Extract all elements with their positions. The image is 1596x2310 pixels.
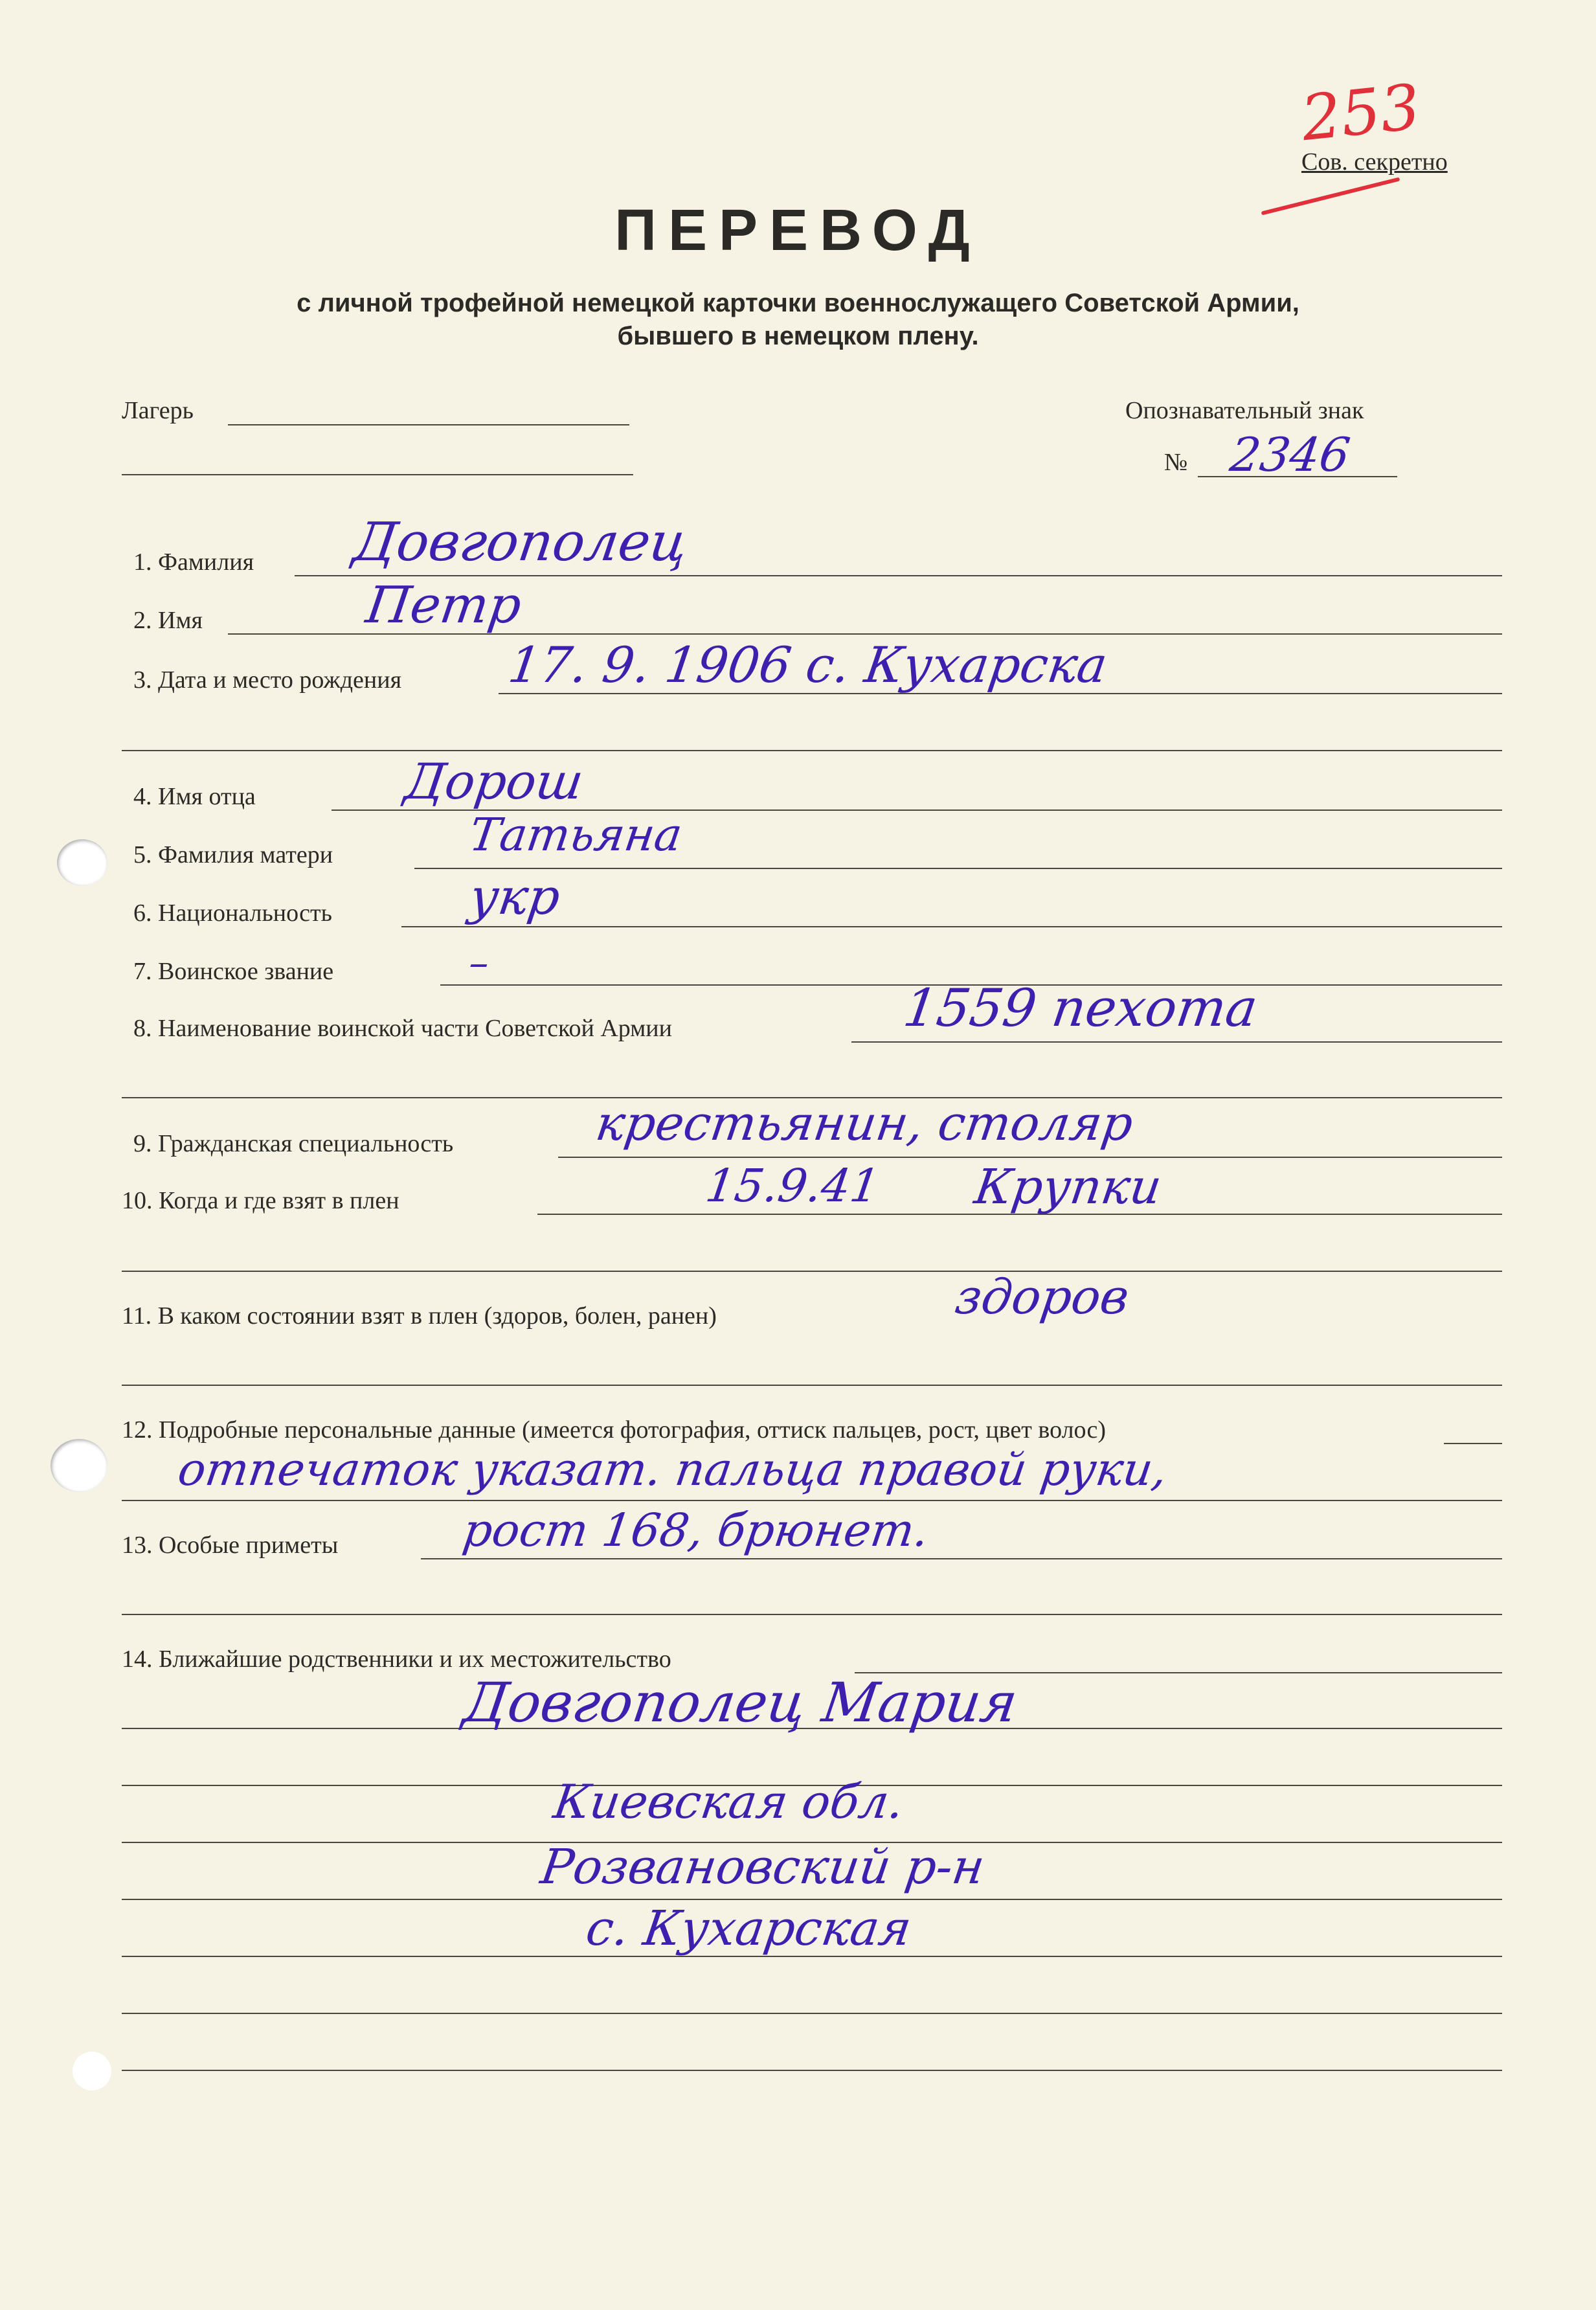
civil-specialty-label: 9. Гражданская специальность [133, 1130, 454, 1157]
personal-data-label: 12. Подробные персональные данные (имеется фотография, оттиск пальцев, рост, цвет волос) [122, 1416, 1106, 1444]
mother-name-line [414, 868, 1502, 869]
birth-label: 3. Дата и место рождения [133, 666, 402, 694]
camp-field-line [228, 424, 629, 425]
nationality-line [401, 926, 1502, 927]
special-marks-value: рост 168, брюнет. [460, 1504, 932, 1557]
personal-data-value: отпечаток указат. пальца правой руки, [175, 1443, 1171, 1496]
first-name-value: Петр [363, 576, 525, 635]
captured-line-2 [122, 1271, 1502, 1272]
condition-line [122, 1385, 1502, 1386]
surname-label: 1. Фамилия [133, 549, 254, 576]
unit-line [851, 1041, 1502, 1043]
unit-value: 1559 пехота [900, 978, 1261, 1038]
mother-name-value: Татьяна [466, 808, 686, 861]
rank-label: 7. Воинское звание [133, 958, 334, 985]
birth-value: 17. 9. 1906 с. Кухарска [505, 636, 1111, 694]
special-marks-label: 13. Особые приметы [122, 1532, 339, 1559]
relatives-line-8 [122, 2070, 1502, 2071]
relatives-line-5 [122, 1899, 1502, 1900]
camp-field-line-2 [122, 474, 633, 475]
nationality-label: 6. Национальность [133, 900, 332, 927]
unit-label: 8. Наименование воинской части Советской Армии [133, 1015, 672, 1042]
id-number-value: 2346 [1227, 427, 1354, 482]
father-name-value: Дорош [401, 753, 587, 810]
special-marks-line [421, 1558, 1502, 1559]
relative-address-line1: Киевская обл. [550, 1774, 908, 1829]
punch-hole-bottom [73, 2052, 111, 2090]
classification-label: Сов. секретно [1301, 148, 1448, 176]
condition-value: здоров [952, 1269, 1132, 1325]
captured-date-value: 15.9.41 [702, 1159, 883, 1212]
rank-value: – [466, 940, 492, 986]
torn-punch-hole-top [57, 839, 107, 886]
father-name-label: 4. Имя отца [133, 783, 256, 810]
relative-name-value: Довгополец Мария [460, 1671, 1022, 1734]
torn-punch-hole-middle [51, 1439, 107, 1492]
special-marks-line-2 [122, 1614, 1502, 1615]
mother-name-label: 5. Фамилия матери [133, 841, 333, 868]
personal-data-line [1444, 1443, 1502, 1444]
relatives-line-7 [122, 2013, 1502, 2014]
relatives-label: 14. Ближайшие родственники и их местожительство [122, 1646, 671, 1673]
nationality-value: укр [466, 868, 564, 925]
first-name-label: 2. Имя [133, 607, 203, 634]
document-title: ПЕРЕВОД [614, 198, 982, 263]
id-tag-label: Опознавательный знак [1125, 397, 1364, 424]
relative-address-line2: Розвановский р-н [537, 1839, 988, 1895]
captured-label: 10. Когда и где взят в плен [122, 1187, 399, 1214]
personal-data-line-2 [122, 1500, 1502, 1501]
captured-place-value: Крупки [971, 1159, 1165, 1215]
condition-label: 11. В каком состоянии взят в плен (здоров, болен, ранен) [122, 1302, 717, 1330]
id-number-label: № [1164, 449, 1188, 476]
relative-address-line3: с. Кухарская [583, 1901, 915, 1956]
camp-label: Лагерь [122, 397, 194, 424]
surname-value: Довгополец [350, 512, 692, 573]
birth-line-2 [122, 750, 1502, 751]
document-subtitle-line1: с личной трофейной немецкой карточки военнослужащего Советской Армии, [297, 289, 1299, 317]
civil-specialty-value: крестьянин, столяр [592, 1096, 1137, 1151]
red-stamp-number: 253 [1298, 70, 1424, 155]
document-subtitle-line2: бывшего в немецком плену. [617, 322, 979, 350]
civil-specialty-line [558, 1157, 1502, 1158]
